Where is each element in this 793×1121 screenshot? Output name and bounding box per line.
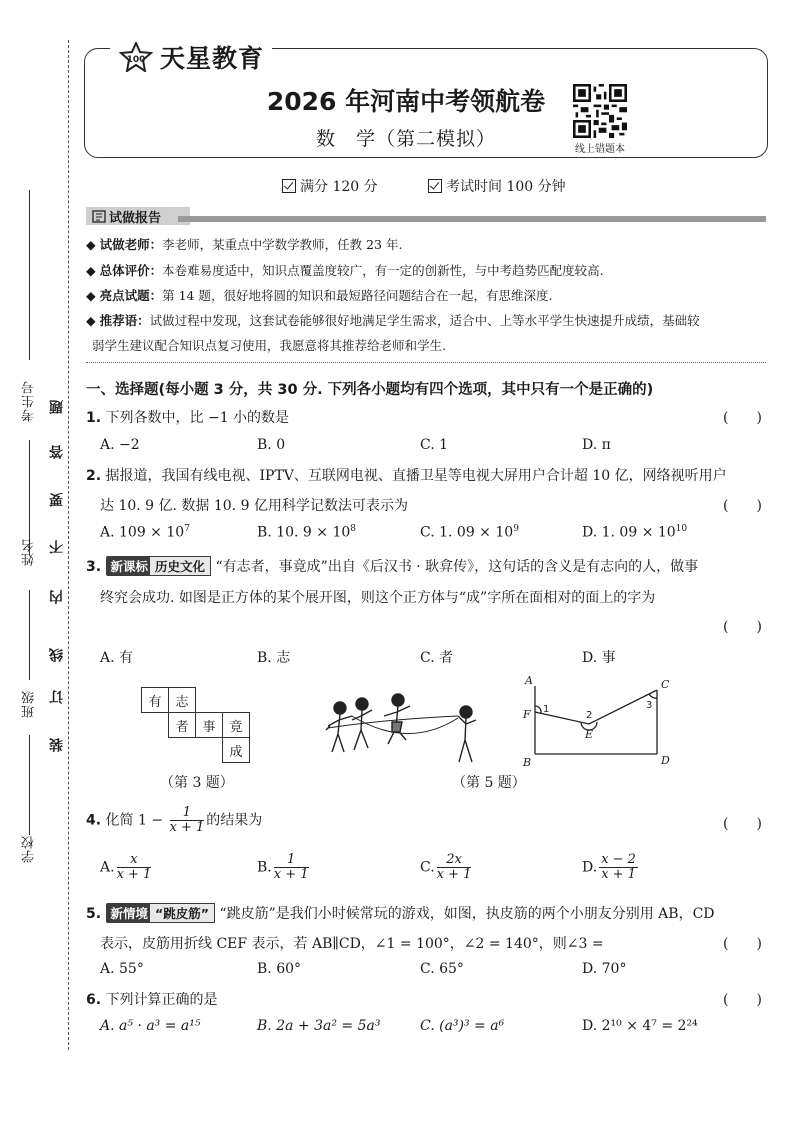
net-cell: 竟 xyxy=(223,713,250,738)
question-2-line2: 达 10. 9 亿. 数据 10. 9 亿用科学记数法可表示为 xyxy=(100,498,408,514)
qr-caption: 线上错题本 xyxy=(575,144,625,155)
figure-5-caption: （第 5 题） xyxy=(452,775,526,791)
answer-bracket[interactable]: ( ) xyxy=(723,619,762,635)
option-a[interactable]: A. −2 xyxy=(100,437,140,453)
question-4 xyxy=(86,806,262,835)
geometry-figure-q5 xyxy=(515,672,675,772)
option-c[interactable]: C. 1. $09 \times 10^9$ xyxy=(420,524,519,541)
report-book-icon xyxy=(92,210,106,223)
label-f: F xyxy=(523,708,531,721)
duration-text: 考试时间 100 分钟 xyxy=(446,179,566,195)
paper-subtitle: 数 学（第二模拟） xyxy=(315,128,496,150)
option-a[interactable]: A. 55° xyxy=(100,961,144,977)
answer-bracket[interactable]: ( ) xyxy=(723,410,762,426)
brand-logo xyxy=(110,42,272,72)
question-number: 5. xyxy=(86,906,102,922)
seal-char: 答 xyxy=(49,445,65,459)
angle-3-label: 3 xyxy=(646,700,653,711)
report-highlight-text: 第 14 题，很好地将圆的知识和最短路径问题结合在一起，有思维深度. xyxy=(162,288,553,303)
report-recommend-cont: 弱学生建议配合知识点复习使用，我愿意将其推荐给老师和学生. xyxy=(92,338,446,353)
report-highlight: ◆ 亮点试题：第 14 题，很好地将圆的知识和最短路径问题结合在一起，有思维深度. xyxy=(86,288,553,303)
question-3 xyxy=(86,556,698,576)
question-text-line1: “有志者，事竟成”出自《后汉书 · 耿弇传》，这句话的含义是有志向的人，做事 xyxy=(215,559,699,575)
report-overall-text: 本卷难易度适中，知识点覆盖度较广，有一定的创新性，与中考趋势匹配度较高. xyxy=(162,263,604,278)
binding-dashed-line xyxy=(68,40,69,1050)
figure-3-caption: （第 3 题） xyxy=(160,775,234,791)
question-number: 4. xyxy=(86,812,102,829)
option-c[interactable]: C. (a³)³ = a⁶ xyxy=(420,1018,505,1034)
seal-char: 订 xyxy=(49,690,65,704)
question-text-line1: 据报道，我国有线电视、IPTV、互联网电视、直播卫星等电视大屏用户合计超 10 亿，网络视听用户 xyxy=(105,468,727,484)
seal-char: 不 xyxy=(49,540,65,554)
tag-new-context: 新情境 xyxy=(106,903,154,923)
question-number: 3. xyxy=(86,559,102,575)
qr-code-icon[interactable] xyxy=(573,84,627,138)
question-number: 2. xyxy=(86,468,102,484)
question-post: 的结果为 xyxy=(206,812,263,829)
report-bar xyxy=(178,216,766,222)
option-d[interactable]: D. 事 xyxy=(582,650,616,666)
report-recommend-text-1: 试做过程中发现，这套试卷能够很好地满足学生需求，适合中、上等水平学生快速提升成绩，基础较 xyxy=(149,313,700,328)
option-d[interactable]: D. π xyxy=(582,437,611,453)
class-field-line xyxy=(29,590,30,680)
question-3-line2: 终究会成功. 如图是正方体的某个展开图，则这个正方体与“成”字所在面相对的面上的字为 xyxy=(100,590,656,606)
option-b[interactable]: B. 0 xyxy=(257,437,286,453)
label-d: D xyxy=(661,754,670,767)
report-tab xyxy=(86,207,190,225)
seal-char: 要 xyxy=(49,493,65,507)
tag-history: 历史文化 xyxy=(149,556,211,576)
question-text: 下列计算正确的是 xyxy=(105,992,218,1008)
school-field-line xyxy=(29,735,30,835)
answer-bracket[interactable]: ( ) xyxy=(723,498,762,514)
net-cell: 成 xyxy=(223,738,250,763)
option-b[interactable]: B. 10. $9 \times 10^8$ xyxy=(257,524,356,541)
full-score-text: 满分 120 分 xyxy=(300,179,378,195)
net-cell: 者 xyxy=(169,713,196,738)
question-5-line2: 表示，皮筋用折线 CEF 表示，若 AB∥CD，∠1 = 100°，∠2 = 140°，则∠3 = xyxy=(100,936,604,952)
net-cell: 有 xyxy=(142,688,169,713)
seal-char: 线 xyxy=(49,648,65,662)
report-tab-label: 试做报告 xyxy=(109,210,162,226)
answer-bracket[interactable]: ( ) xyxy=(723,936,762,952)
question-2 xyxy=(86,465,727,485)
tag-jump-rope: “跳皮筋” xyxy=(149,903,215,923)
class-label: 班级 xyxy=(22,690,37,718)
angle-1-label: 1 xyxy=(543,704,550,715)
divider xyxy=(86,362,766,363)
seal-char: 题 xyxy=(49,400,65,414)
polyline-fec xyxy=(535,690,657,724)
question-pre: 化简 1 − xyxy=(105,812,164,829)
label-a: A xyxy=(525,674,533,687)
section-title: 一、选择题(每小题 3 分，共 30 分. 下列各小题均有四个选项，其中只有一个是正确的) xyxy=(86,382,654,398)
duration-info xyxy=(428,176,566,196)
star-badge-icon xyxy=(118,42,154,72)
name-label: 姓名 xyxy=(22,538,37,566)
seal-char: 内 xyxy=(49,590,65,604)
label-e: E xyxy=(585,728,594,741)
report-highlight-label: 亮点试题： xyxy=(99,288,163,303)
check-box-icon xyxy=(282,179,296,193)
option-b[interactable]: B. $\frac{1}{x + 1}$ xyxy=(257,852,309,882)
paper-title: 2026 年河南中考领航卷 xyxy=(266,87,546,116)
exam-no-field-line xyxy=(29,190,30,360)
seal-char: 装 xyxy=(49,738,65,752)
option-d[interactable]: D. 2¹⁰ × 4⁷ = 2²⁴ xyxy=(582,1018,698,1034)
report-teacher-text: 李老师，某重点中学数学教师，任教 23 年. xyxy=(162,237,403,252)
report-teacher-label: 试做老师： xyxy=(99,237,163,252)
fraction: $\frac{1}{x + 1}$ xyxy=(169,805,205,835)
option-a[interactable]: A. $109 \times 10^7$ xyxy=(100,524,190,541)
angle-2-label: 2 xyxy=(586,710,593,721)
option-b[interactable]: B. 60° xyxy=(257,961,302,977)
report-recommend-label: 推荐语： xyxy=(99,313,150,328)
option-c[interactable]: C. $\frac{2x}{x + 1}$ xyxy=(420,852,472,882)
children-jump-rope-illustration xyxy=(318,690,488,770)
report-overall-label: 总体评价： xyxy=(99,263,163,278)
question-6 xyxy=(86,989,218,1009)
option-a[interactable]: A. a⁵ · a³ = a¹⁵ xyxy=(100,1018,201,1034)
school-label: 学校 xyxy=(22,835,37,863)
label-c: C xyxy=(661,678,670,691)
option-d[interactable]: D. 70° xyxy=(582,961,627,977)
question-1 xyxy=(86,407,289,427)
check-box-icon xyxy=(428,179,442,193)
option-a[interactable]: A. 有 xyxy=(100,650,134,666)
answer-bracket[interactable]: ( ) xyxy=(723,816,762,832)
question-number: 1. xyxy=(86,410,102,426)
question-text-line1: “跳皮筋”是我们小时候常玩的游戏，如图，执皮筋的两个小朋友分别用 AB，CD xyxy=(219,906,715,922)
answer-bracket[interactable]: ( ) xyxy=(723,992,762,1008)
question-5 xyxy=(86,903,715,923)
question-number: 6. xyxy=(86,992,102,1008)
option-b[interactable]: B. 志 xyxy=(257,650,291,666)
option-c[interactable]: C. 1 xyxy=(420,437,449,453)
logo-badge-text: 100 xyxy=(126,55,146,65)
option-a[interactable]: A. $\frac{x}{x + 1}$ xyxy=(100,852,152,882)
option-b[interactable]: B. 2a + 3a² = 5a³ xyxy=(257,1018,381,1034)
label-b: B xyxy=(523,756,532,769)
question-text: 下列各数中，比 −1 小的数是 xyxy=(105,410,290,426)
report-recommend: ◆ 推荐语：试做过程中发现，这套试卷能够很好地满足学生需求，适合中、上等水平学生快速提升成绩，基础较 xyxy=(86,313,700,328)
option-d[interactable]: D. $\frac{x - 2}{x + 1}$ xyxy=(582,852,636,882)
report-overall: ◆ 总体评价：本卷难易度适中，知识点覆盖度较广，有一定的创新性，与中考趋势匹配度较高. xyxy=(86,263,604,278)
option-c[interactable]: C. 65° xyxy=(420,961,464,977)
tag-new-standard: 新课标 xyxy=(106,556,154,576)
option-d[interactable]: D. 1. $09 \times 10^{10}$ xyxy=(582,524,688,541)
net-cell: 志 xyxy=(169,688,196,713)
net-cell: 事 xyxy=(196,713,223,738)
full-score-info xyxy=(282,176,378,196)
option-c[interactable]: C. 者 xyxy=(420,650,454,666)
brand-name: 天星教育 xyxy=(160,44,265,73)
cube-net-figure xyxy=(141,687,250,763)
report-teacher: ◆ 试做老师：李老师，某重点中学数学教师，任教 23 年. xyxy=(86,237,403,252)
exam-no-label: 考生号 xyxy=(22,380,37,422)
